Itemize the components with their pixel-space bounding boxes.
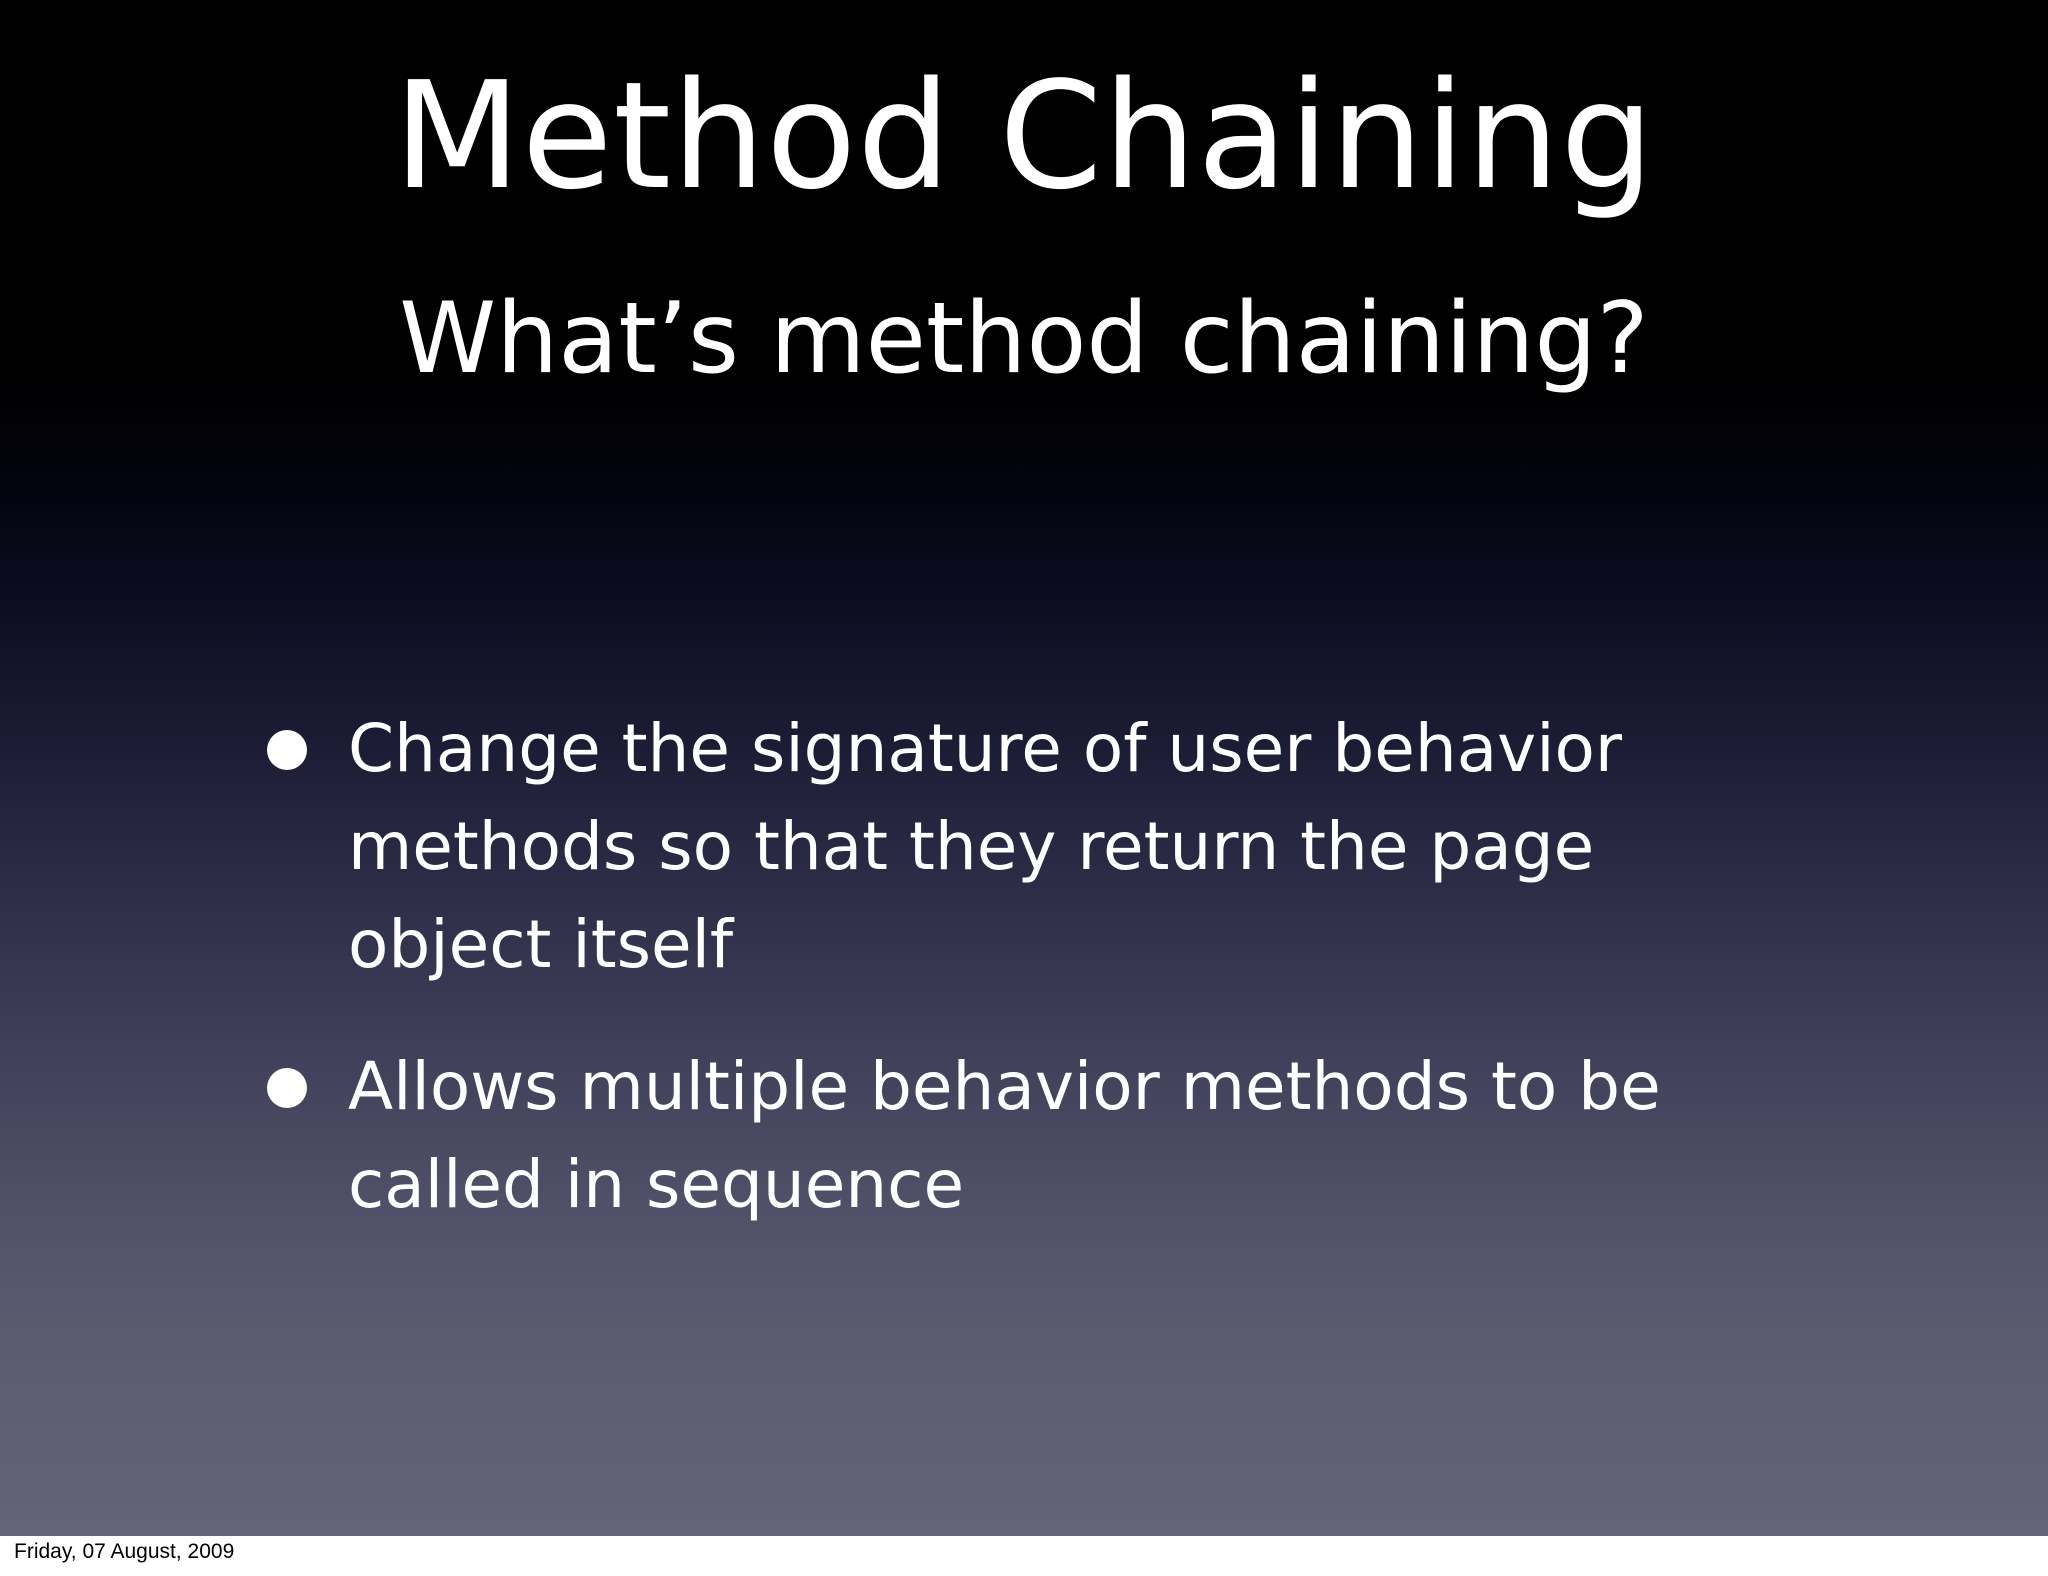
slide-subtitle: What’s method chaining? [399, 282, 1649, 396]
bullet-dot-icon [267, 730, 307, 770]
bullet-text: Allows multiple behavior methods to be called in sequence [348, 1048, 1661, 1223]
slide-title: Method Chaining [393, 50, 1655, 222]
bullet-item [255, 1038, 1815, 1234]
footer-date: Friday, 07 August, 2009 [14, 1540, 235, 1563]
bullet-list [255, 700, 1815, 1278]
bullet-item [255, 700, 1815, 994]
bullet-dot-icon [267, 1068, 307, 1108]
bullet-text: Change the signature of user behavior methods so that they return the page object itself [348, 710, 1623, 983]
